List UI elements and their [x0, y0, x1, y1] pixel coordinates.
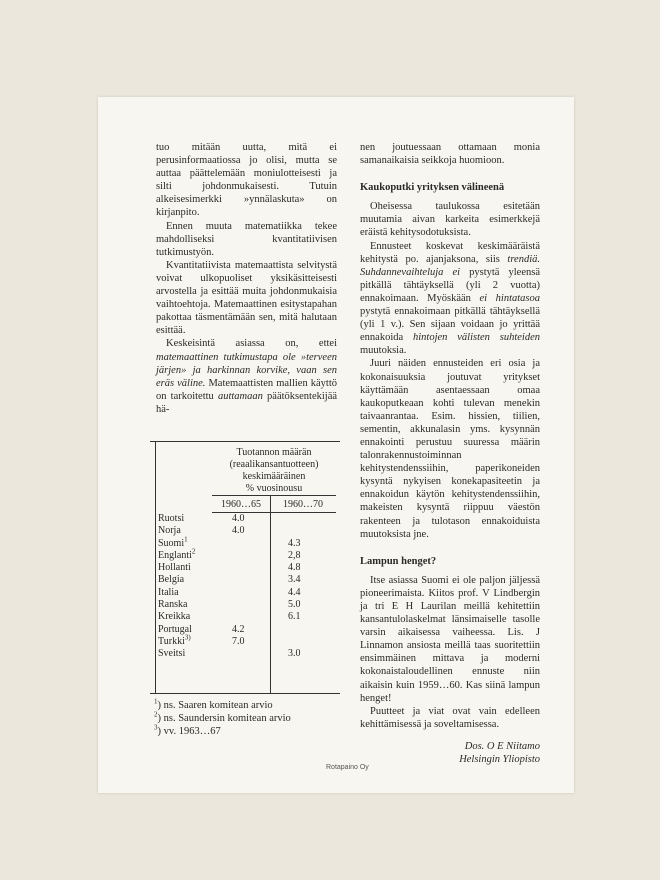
spacer — [360, 167, 540, 181]
column-header-1960-65: 1960…65 — [221, 499, 261, 510]
value-1960-70: 4.8 — [288, 562, 301, 574]
footnote-mark: 3) — [184, 633, 191, 642]
value-1960-70: 4.4 — [288, 586, 301, 598]
emphasis: auttamaan — [217, 390, 263, 402]
table-row — [158, 574, 340, 586]
text-run: Matemaattisten mallien käyttö on tarkoitettu — [156, 377, 337, 402]
text-run: pystytä yleensä pitkällä tähtäyksellä (yli 2 vuotta) ennakoimaan. Myöskään — [360, 266, 540, 304]
value-1960-70: 5.0 — [288, 599, 301, 611]
country-name: Ruotsi — [158, 513, 185, 524]
footnote-text: ) ns. Saaren komitean arvio — [157, 700, 273, 711]
text-run: päätöksentekijää hä- — [156, 390, 338, 415]
value-1960-70: 4.3 — [288, 537, 301, 549]
paragraph: Puutteet ja viat ovat vain edelleen kehittämisessä ja soveltamisessa. — [360, 705, 540, 730]
value-1960-65: 4.0 — [232, 513, 245, 524]
document-page — [98, 97, 574, 793]
footnote — [154, 699, 340, 712]
country-name: Italia — [158, 586, 179, 598]
paragraph: Juuri näiden ennusteiden eri osia ja kokonaisuuksia joutuvat yritykset käyttämään asentaessaan omaa kaukoputkeaan kohti tulevan menekin taivaanrantaa. Esim. hissien, tiilien, sementin, akkunalasin yms. kysynnän ennakointi perustuu suuressa määrin talonrakennustoiminnan kehitystendenssiihin, paperikoneiden kysyntä nykyisen konekapasiteetin ja ennakoidun käytön kehitystendenssiihin, makeisten kysyntä riippuu väestön rakenteen ja tulotason ennakoiduista muutoksista jne. — [360, 358, 540, 540]
paragraph: tuo mitään uutta, mitä ei perusinformaatiossa jo olisi, mutta se auttaa päättelemään moniulotteisesti ja silti johdonmukaisesti. Tutuin alkeisesimerkki »ynnälaskuta» on kirjanpito. — [156, 142, 337, 219]
table-header-line: % vuosinousu — [245, 483, 303, 494]
right-text-column — [360, 141, 540, 767]
country-name: Englanti — [158, 549, 192, 561]
value-1960-70: 6.1 — [288, 611, 301, 623]
column-header-1960-70: 1960…70 — [283, 499, 323, 510]
paragraph — [156, 337, 337, 416]
country-name: Norja — [158, 525, 181, 537]
value-1960-65: 4.2 — [232, 623, 245, 635]
value-1960-70: 2,8 — [288, 549, 301, 561]
growth-table — [150, 441, 340, 736]
table-row — [158, 513, 340, 525]
table-row — [158, 611, 340, 623]
text-run: Ennusteet koskevat keskimääräistä kehitystä po. ajanjaksona, siis — [360, 240, 540, 265]
table-row — [158, 633, 340, 648]
footnote-text: ) ns. Saundersin komitean arvio — [157, 713, 291, 724]
section-heading: Lampun henget? — [360, 555, 437, 567]
emphasis: matemaattinen tutkimustapa ole »terveen järjen» ja harkinnan korvike, vaan sen eräs väline. — [156, 351, 337, 389]
footnote — [154, 725, 340, 738]
author-affiliation: Helsingin Yliopisto — [459, 754, 540, 766]
table-header-line: (reaalikansantuotteen) — [229, 459, 319, 470]
value-1960-65: 4.0 — [232, 525, 245, 537]
paragraph: Itse asiassa Suomi ei ole paljon jäljessä pioneerimaista. Kiitos prof. V Lindbergin ja tri E H Laurilan meillä kehitettiin kansantulolaskelmat länsimaiselle tasolle varsin aikaisessa vaiheessa. Lis. J Linnamon ansiosta meillä taas suoritettiin ensimmäinen mittava ja moderni kokonaistaloudellinen ennuste niin aikaisin kuin 1959…60. Kas siinä lampun henget! — [360, 574, 540, 704]
table-rule — [155, 441, 156, 693]
footnote-mark: 2 — [191, 547, 196, 556]
country-name: Belgia — [158, 574, 185, 586]
table-row — [158, 547, 340, 562]
table-rule — [212, 495, 336, 496]
table-row — [158, 562, 340, 574]
table-row — [158, 587, 340, 599]
table-row — [158, 648, 340, 660]
value-1960-70: 3.0 — [288, 648, 301, 660]
paragraph: Kvantitatiivista matemaattista selvitystä voivat ulkopuoliset yksikäsitteisesti arvostella ja esittää muita johdonmukaisia vaihtoehtoja. Matemaattinen esitystapahan pakottaa täsmentämään sen, mitä halutaan esittää. — [156, 259, 337, 337]
paragraph: nen joutuessaan ottamaan monia samanaikaisia seikkoja huomioon. — [360, 142, 540, 167]
text-run: muutoksia. — [360, 345, 407, 357]
table-header-line: Tuotannon määrän — [236, 447, 312, 458]
text-run: pystytä ennakoimaan pitkällä tähtäyksellä (yli 1 v.). Sen sijaan voidaan jo yrittää ennakoida — [360, 306, 540, 344]
table-row — [158, 599, 340, 611]
footnote-mark: 3 — [154, 723, 158, 732]
footnote-text: ) vv. 1963…67 — [157, 726, 221, 737]
value-1960-70: 3.4 — [288, 574, 301, 586]
country-name: Turkki — [158, 635, 185, 647]
footnote-mark: 1 — [154, 697, 158, 706]
country-name: Ranska — [158, 599, 188, 611]
emphasis: trendiä. Suhdannevaihteluja ei — [360, 253, 540, 278]
author-signature — [360, 740, 540, 767]
table-rule — [150, 693, 340, 694]
table-footnotes — [154, 699, 340, 738]
footnote-mark: 1 — [184, 535, 188, 544]
left-text-column — [156, 141, 337, 416]
text-run: Keskeisintä asiassa on, ettei — [166, 338, 337, 350]
author-name: Dos. O E Niitamo — [464, 740, 540, 752]
value-1960-65: 7.0 — [232, 635, 245, 647]
table-header-line: keskimääräinen — [242, 471, 306, 482]
country-name: Kreikka — [158, 611, 191, 623]
table-header — [212, 447, 336, 495]
section-heading: Kaukoputki yrityksen välineenä — [360, 182, 505, 194]
country-name: Sveitsi — [158, 648, 186, 660]
paragraph: Ennen muuta matematiikka tekee mahdolliseksi kvantitatiivisen tutkimustyön. — [156, 220, 337, 258]
table-row — [158, 535, 340, 550]
country-name: Hollanti — [158, 562, 191, 574]
country-name: Portugal — [158, 623, 192, 635]
emphasis: ei hintatasoa — [479, 292, 540, 304]
spacer — [360, 541, 540, 555]
footnote-mark: 2 — [154, 710, 158, 719]
paragraph: Oheisessa taulukossa esitetään muutamia aivan karkeita esimerkkejä eräistä kehitysodotuksista. — [360, 201, 540, 239]
table-rule — [150, 441, 340, 442]
emphasis: hintojen välisten suhteiden — [413, 332, 540, 344]
paragraph — [360, 240, 540, 358]
table-body — [158, 513, 340, 661]
country-name: Suomi — [158, 537, 185, 549]
printer-imprint: Rotapaino Oy — [326, 764, 369, 771]
footnote — [154, 712, 340, 725]
